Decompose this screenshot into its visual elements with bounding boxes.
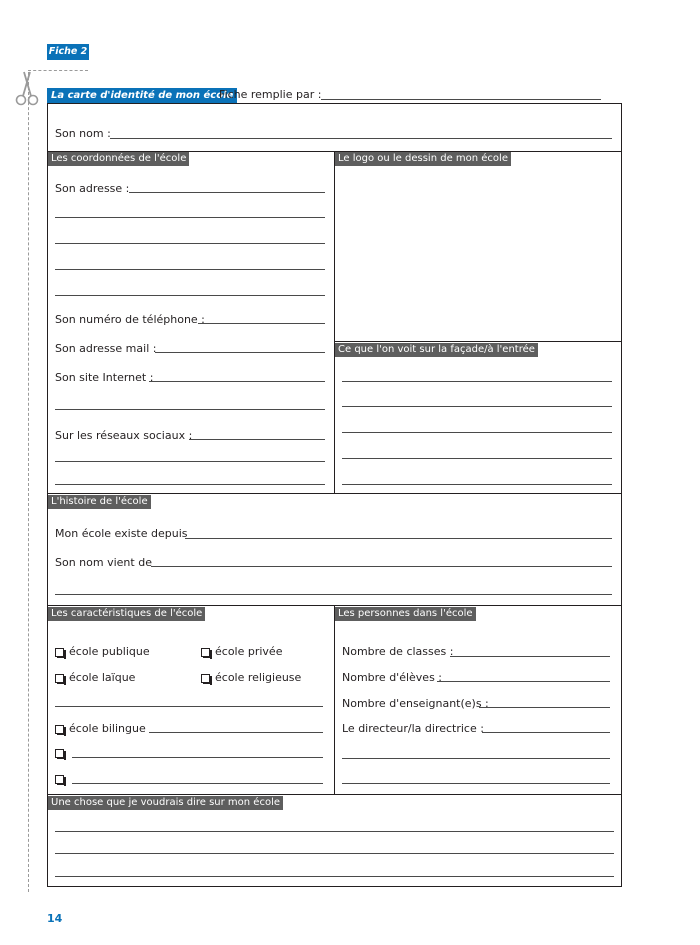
logo-heading: Le logo ou le dessin de mon école (335, 152, 511, 166)
filled-by-line[interactable] (321, 99, 601, 100)
name-origin-line[interactable] (151, 566, 612, 567)
address-label: Son adresse : (55, 182, 130, 195)
page-number: 14 (47, 912, 63, 925)
history-heading: L'histoire de l'école (48, 495, 151, 509)
name-line[interactable] (110, 138, 612, 139)
option-secular[interactable] (55, 671, 135, 685)
director-label: Le directeur/la directrice : (342, 722, 484, 735)
people-line[interactable] (342, 783, 610, 784)
address-line[interactable] (55, 269, 325, 270)
checkbox-icon[interactable] (201, 648, 210, 657)
checkbox-icon[interactable] (201, 674, 210, 683)
option-private[interactable] (201, 645, 282, 659)
address-line[interactable] (55, 217, 325, 218)
classes-label: Nombre de classes : (342, 645, 454, 658)
facade-line[interactable] (342, 432, 612, 433)
students-label: Nombre d'élèves : (342, 671, 443, 684)
scissors-icon (12, 68, 42, 108)
coordinates-heading: Les coordonnées de l'école (48, 152, 189, 166)
social-line[interactable] (55, 484, 325, 485)
option-label: école privée (215, 645, 283, 658)
divider (47, 493, 622, 494)
features-heading: Les caractéristiques de l'école (48, 607, 205, 621)
email-label: Son adresse mail : (55, 342, 157, 355)
option-other[interactable] (55, 746, 69, 760)
website-line[interactable] (149, 381, 325, 382)
other-line[interactable] (72, 757, 323, 758)
website-line[interactable] (55, 409, 325, 410)
address-line[interactable] (55, 295, 325, 296)
other-line[interactable] (72, 783, 323, 784)
option-bilingual[interactable] (55, 722, 146, 736)
facade-heading: Ce que l'on voit sur la façade/à l'entrée (335, 343, 538, 357)
website-label: Son site Internet : (55, 371, 154, 384)
since-line[interactable] (185, 538, 612, 539)
divider (47, 794, 622, 795)
history-line[interactable] (55, 594, 612, 595)
option-label: école laïque (69, 671, 136, 684)
people-line[interactable] (342, 758, 610, 759)
column-divider (334, 605, 335, 794)
address-line[interactable] (55, 243, 325, 244)
phone-line[interactable] (198, 323, 325, 324)
column-divider (334, 151, 335, 493)
logo-drawing-area[interactable] (336, 166, 620, 340)
divider (47, 605, 622, 606)
features-line[interactable] (55, 706, 323, 707)
cut-line (28, 72, 29, 892)
email-line[interactable] (155, 352, 325, 353)
name-origin-label: Son nom vient de (55, 556, 152, 569)
option-religious[interactable] (201, 671, 301, 685)
people-heading: Les personnes dans l'école (335, 607, 476, 621)
teachers-line[interactable] (479, 707, 610, 708)
option-label: école publique (69, 645, 150, 658)
facade-line[interactable] (342, 458, 612, 459)
message-line[interactable] (55, 831, 614, 832)
facade-line[interactable] (342, 381, 612, 382)
checkbox-icon[interactable] (55, 674, 64, 683)
social-line[interactable] (55, 461, 325, 462)
director-line[interactable] (482, 732, 610, 733)
checkbox-icon[interactable] (55, 648, 64, 657)
social-label: Sur les réseaux sociaux : (55, 429, 193, 442)
divider (334, 341, 622, 342)
bilingual-line[interactable] (149, 732, 323, 733)
message-heading: Une chose que je voudrais dire sur mon école (48, 796, 283, 810)
classes-line[interactable] (450, 656, 610, 657)
facade-line[interactable] (342, 484, 612, 485)
filled-by-label: Fiche remplie par : (219, 88, 322, 101)
option-public[interactable] (55, 645, 150, 659)
message-line[interactable] (55, 876, 614, 877)
option-label: école bilingue (69, 722, 146, 735)
checkbox-icon[interactable] (55, 725, 64, 734)
since-label: Mon école existe depuis (55, 527, 188, 540)
teachers-label: Nombre d'enseignant(e)s : (342, 697, 489, 710)
social-line[interactable] (189, 439, 325, 440)
name-label: Son nom : (55, 127, 111, 140)
fiche-badge: Fiche 2 (47, 44, 89, 60)
checkbox-icon[interactable] (55, 749, 64, 758)
message-line[interactable] (55, 853, 614, 854)
sheet-title: La carte d'identité de mon école (47, 88, 237, 104)
option-other[interactable] (55, 772, 69, 786)
checkbox-icon[interactable] (55, 775, 64, 784)
facade-line[interactable] (342, 406, 612, 407)
option-label: école religieuse (215, 671, 302, 684)
students-line[interactable] (437, 681, 610, 682)
phone-label: Son numéro de téléphone : (55, 313, 205, 326)
address-line[interactable] (129, 192, 325, 193)
